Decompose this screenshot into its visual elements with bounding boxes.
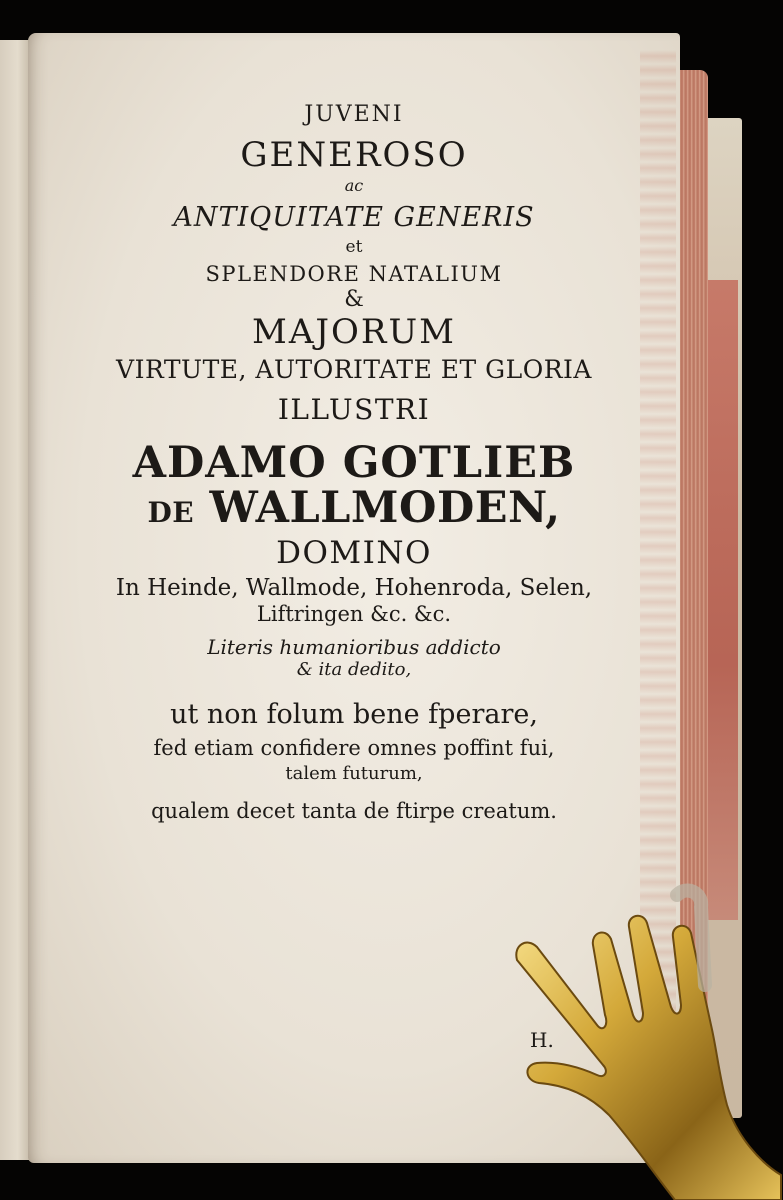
dedication-line: ANTIQUITATE GENERIS bbox=[173, 202, 535, 233]
dedication-line: Literis humanioribus addicto bbox=[207, 635, 501, 659]
dedication-line: et bbox=[345, 237, 363, 257]
dedication-line: In Heinde, Wallmode, Hohenroda, Selen, bbox=[115, 575, 593, 601]
dedication-line: & bbox=[344, 287, 364, 312]
cover-red-edge bbox=[706, 280, 738, 920]
dedication-line: ILLUSTRI bbox=[277, 393, 431, 426]
dedication-line: qualem decet tanta de ftirpe creatum. bbox=[151, 799, 557, 823]
dedication-line: MAJORUM bbox=[252, 312, 456, 352]
brass-hand-bookholder-icon bbox=[505, 875, 783, 1200]
dedicatee-name: ADAMO GOTLIEB bbox=[132, 438, 576, 488]
dedication-line: fed etiam confidere omnes poffint fui, bbox=[153, 736, 555, 760]
signoff-initial: H. bbox=[530, 1028, 554, 1052]
dedication-line: DOMINO bbox=[276, 535, 432, 571]
dedication-line: Liftringen &c. &c. bbox=[256, 602, 452, 626]
dedication-line: talem futurum, bbox=[285, 763, 423, 784]
dedication-text bbox=[28, 100, 680, 822]
name-prefix: DE bbox=[147, 496, 195, 529]
dedicatee-surname bbox=[28, 483, 680, 533]
dedication-line: VIRTUTE, AUTORITATE ET GLORIA bbox=[116, 355, 592, 384]
surname: WALLMODEN, bbox=[209, 483, 561, 533]
dedication-line: GENEROSO bbox=[240, 135, 468, 175]
dedication-line: ut non folum bene fperare, bbox=[170, 699, 538, 730]
dedication-line: ac bbox=[344, 176, 364, 195]
dedication-line: & ita dedito, bbox=[296, 659, 412, 680]
dedication-line: JUVENI bbox=[304, 102, 404, 127]
dedication-line: SPLENDORE NATALIUM bbox=[205, 262, 503, 286]
